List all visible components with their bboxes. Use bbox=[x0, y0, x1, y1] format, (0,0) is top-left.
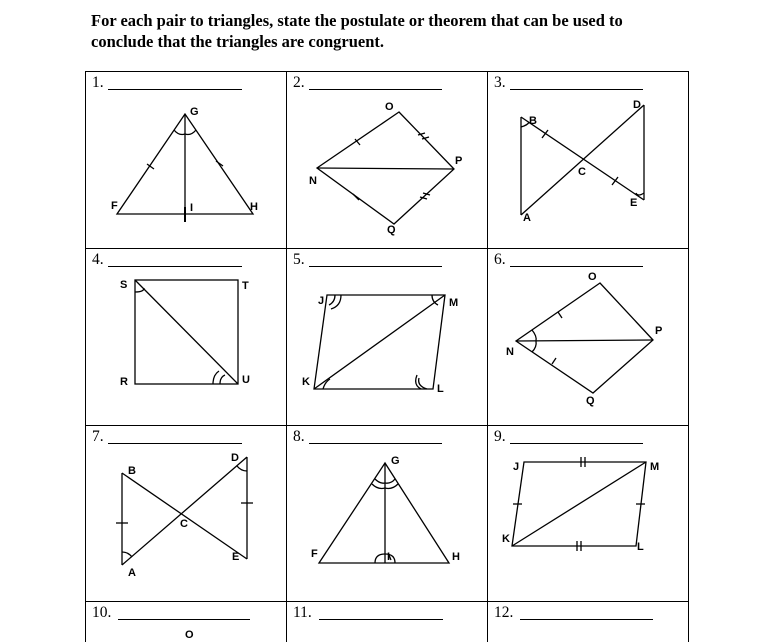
problem-number: 12. bbox=[494, 604, 514, 621]
problem-number: 11. bbox=[293, 604, 312, 621]
triangle-figure-8 bbox=[287, 426, 487, 602]
label-f: F bbox=[311, 548, 318, 560]
quadrilateral-figure-2 bbox=[287, 72, 487, 248]
problem-4 bbox=[86, 249, 287, 426]
label-t: T bbox=[242, 280, 249, 292]
problem-number: 6. bbox=[494, 251, 506, 268]
problem-10 bbox=[86, 602, 287, 642]
label-l: L bbox=[637, 541, 644, 553]
label-b: B bbox=[529, 115, 537, 127]
label-d: D bbox=[231, 452, 239, 464]
label-f: F bbox=[111, 200, 118, 212]
problem-number: 5. bbox=[293, 251, 305, 268]
label-h: H bbox=[250, 201, 258, 213]
square-figure-4 bbox=[86, 249, 286, 425]
triangle-figure-1 bbox=[86, 72, 286, 248]
instructions bbox=[91, 10, 731, 52]
label-a: A bbox=[128, 567, 136, 579]
label-m: M bbox=[449, 297, 459, 309]
label-l: L bbox=[437, 383, 444, 395]
problem-12 bbox=[488, 602, 688, 642]
label-k: K bbox=[502, 533, 510, 545]
label-c: C bbox=[180, 518, 188, 530]
label-p: P bbox=[455, 155, 463, 167]
problem-1 bbox=[86, 72, 287, 249]
label-o: O bbox=[185, 629, 194, 641]
problem-number: 9. bbox=[494, 428, 506, 445]
problem-number: 1. bbox=[92, 74, 104, 91]
label-d: D bbox=[633, 99, 641, 111]
problem-number: 10. bbox=[92, 604, 112, 621]
label-e: E bbox=[232, 551, 240, 563]
label-p: P bbox=[655, 325, 663, 337]
label-o: O bbox=[385, 101, 394, 113]
instructions-line-1: For each pair to triangles, state the postulate or theorem that can be used to bbox=[91, 11, 623, 30]
answer-blank[interactable] bbox=[520, 619, 653, 620]
label-m: M bbox=[650, 461, 660, 473]
problem-number: 3. bbox=[494, 74, 506, 91]
label-i: I bbox=[190, 202, 194, 214]
problem-6 bbox=[488, 249, 688, 426]
label-o: O bbox=[588, 271, 597, 283]
bowtie-figure-3 bbox=[488, 72, 688, 248]
problem-number: 4. bbox=[92, 251, 104, 268]
label-g: G bbox=[190, 106, 199, 118]
label-j: J bbox=[513, 461, 520, 473]
problem-3 bbox=[488, 72, 688, 249]
label-q: Q bbox=[387, 224, 396, 236]
bowtie-figure-7 bbox=[86, 426, 286, 602]
label-b: B bbox=[128, 465, 136, 477]
label-h: H bbox=[452, 551, 460, 563]
label-g: G bbox=[391, 455, 400, 467]
problem-grid bbox=[85, 71, 689, 642]
label-e: E bbox=[630, 197, 638, 209]
problem-number: 7. bbox=[92, 428, 104, 445]
label-i: I bbox=[387, 551, 391, 563]
problem-11 bbox=[287, 602, 488, 642]
kite-figure-6 bbox=[488, 249, 688, 425]
label-q: Q bbox=[586, 395, 595, 407]
problem-2 bbox=[287, 72, 488, 249]
problem-8 bbox=[287, 426, 488, 602]
problem-5 bbox=[287, 249, 488, 426]
label-c: C bbox=[578, 166, 586, 178]
label-j: J bbox=[318, 295, 325, 307]
label-n: N bbox=[506, 346, 514, 358]
label-k: K bbox=[302, 376, 310, 388]
label-u: U bbox=[242, 374, 250, 386]
label-n: N bbox=[309, 175, 317, 187]
instructions-line-2: conclude that the triangles are congruent. bbox=[91, 32, 384, 51]
figure-10-partial bbox=[86, 602, 286, 642]
label-r: R bbox=[120, 376, 128, 388]
parallelogram-figure-9 bbox=[488, 426, 688, 602]
problem-number: 8. bbox=[293, 428, 305, 445]
problem-7 bbox=[86, 426, 287, 602]
label-s: S bbox=[120, 279, 128, 291]
problem-number: 2. bbox=[293, 74, 305, 91]
answer-blank[interactable] bbox=[319, 619, 443, 620]
parallelogram-figure-5 bbox=[287, 249, 487, 425]
problem-9 bbox=[488, 426, 688, 602]
label-a: A bbox=[523, 212, 531, 224]
